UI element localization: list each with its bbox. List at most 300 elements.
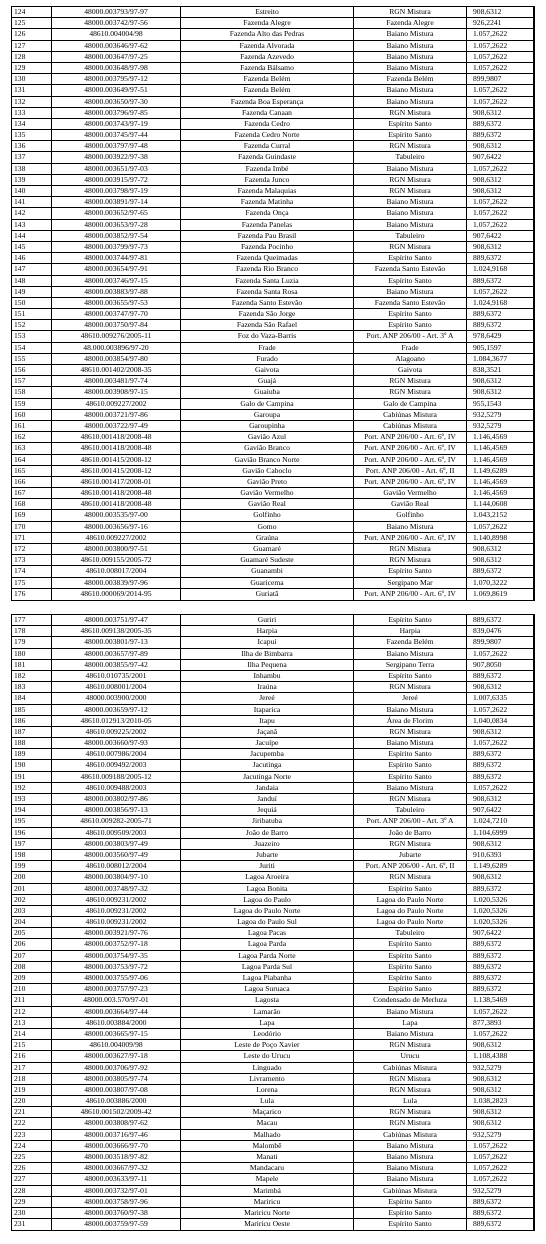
process-number-cell: 48000.003796/97-85 [52, 108, 181, 118]
field-name-cell: Juriti [181, 861, 354, 871]
reference-oil-cell: Espírito Santo [354, 566, 467, 576]
row-number-cell: 128 [12, 52, 52, 62]
field-name-cell: Fazenda Alvorada [181, 41, 354, 51]
row-number-cell: 230 [12, 1208, 52, 1218]
table-row [12, 693, 533, 704]
process-number-cell: 48000.003900/2000 [52, 693, 181, 703]
price-value-cell: 889,6372 [473, 118, 502, 128]
reference-oil-cell: Espírito Santo [354, 615, 467, 625]
price-value-cell: 1.057,2622 [473, 208, 508, 218]
process-number-cell: 48000.003755/97-06 [52, 973, 181, 983]
row-number-cell: 148 [12, 276, 52, 286]
reference-oil-cell: RGN Mistura [354, 141, 467, 151]
field-name-cell: Foz do Vaza-Barris [181, 331, 354, 341]
table-row [12, 749, 533, 760]
price-value-cell: 889,6372 [473, 566, 502, 576]
row-number-cell: 146 [12, 253, 52, 263]
reference-oil-cell: RGN Mistura [354, 1074, 467, 1084]
field-name-cell: Leste do Urucu [181, 1051, 354, 1061]
reference-oil-cell: RGN Mistura [354, 555, 467, 565]
table-row [12, 884, 533, 895]
price-value-cell: 1.146,4569 [473, 432, 508, 442]
process-number-cell: 48000.003856/97-13 [52, 805, 181, 815]
field-name-cell: Lagoa Bonita [181, 884, 354, 894]
row-number-cell: 207 [12, 951, 52, 961]
reference-oil-cell: Espírito Santo [354, 760, 467, 770]
field-name-cell: Guanambi [181, 566, 354, 576]
process-number-cell: 48000.003651/97-03 [52, 164, 181, 174]
field-name-cell: Jubarte [181, 850, 354, 860]
reference-oil-cell: Port. ANP 206/00 - Art. 3º A [354, 816, 467, 826]
table-row [12, 1074, 533, 1085]
field-name-cell: Graúna [181, 533, 354, 543]
reference-oil-cell: Baiano Mistura [354, 287, 467, 297]
table-row [12, 522, 533, 533]
price-value-cell: 907,6422 [473, 152, 502, 162]
field-name-cell: Golfinho [181, 510, 354, 520]
price-value-cell: 1.138,5469 [473, 995, 508, 1005]
field-name-cell: Juazeiro [181, 839, 354, 849]
table-row [12, 63, 533, 74]
field-name-cell: Lapa [181, 1018, 354, 1028]
row-number-cell: 191 [12, 772, 52, 782]
reference-oil-cell: Baiano Mistura [354, 208, 467, 218]
row-number-cell: 168 [12, 499, 52, 509]
process-number-cell: 48000.003808/97-62 [52, 1118, 181, 1128]
price-value-cell: 908,6312 [473, 794, 502, 803]
row-number-cell: 212 [12, 1007, 52, 1017]
price-value-cell: 889,6372 [473, 984, 502, 994]
reference-oil-cell: RGN Mistura [354, 242, 467, 252]
price-value-cell: 1.146,4569 [473, 454, 508, 464]
field-name-cell: Fazenda São Rafael [181, 320, 354, 330]
price-value-cell: 889,6372 [473, 253, 502, 263]
row-number-cell: 188 [12, 738, 52, 748]
price-value-cell: 908,6312 [473, 1084, 502, 1094]
row-number-cell: 137 [12, 152, 52, 162]
table-row [12, 7, 533, 18]
field-name-cell: Iraúna [181, 682, 354, 692]
process-number-cell: 48000.003891/97-14 [52, 197, 181, 207]
field-name-cell: Gavião Azul [181, 432, 354, 442]
field-name-cell: Jiribatuba [181, 816, 354, 826]
price-value-cell: 908,6312 [473, 1107, 502, 1117]
process-number-cell: 48000.003660/97-93 [52, 738, 181, 748]
price-value-cell: 978,6429 [473, 331, 502, 341]
price-value-cell: 908,6312 [473, 186, 502, 195]
reference-oil-cell: Fazenda Belém [354, 74, 467, 84]
price-value-cell: 1.057,2622 [473, 704, 508, 714]
row-number-cell: 152 [12, 320, 52, 330]
field-name-cell: Fazenda Cedro [181, 119, 354, 129]
field-name-cell: Fazenda Alegre [181, 18, 354, 28]
reference-oil-cell: RGN Mistura [354, 1085, 467, 1095]
process-number-cell: 48000.003481/97-74 [52, 376, 181, 386]
price-value-cell: 1.057,2622 [473, 40, 508, 50]
price-value-cell: 1.020,5326 [473, 917, 508, 927]
table-row [12, 533, 533, 544]
reference-oil-cell: RGN Mistura [354, 387, 467, 397]
table-row [12, 1085, 533, 1096]
field-name-cell: Fazenda Guindaste [181, 152, 354, 162]
process-number-cell: 48000.003758/97-96 [52, 1197, 181, 1207]
table-row [12, 637, 533, 648]
table-row [12, 1174, 533, 1185]
reference-oil-cell: RGN Mistura [354, 1118, 467, 1128]
field-name-cell: Jacutinga Norte [181, 772, 354, 782]
price-value-cell: 1.057,2622 [473, 163, 508, 173]
process-number-cell: 48000.003803/97-49 [52, 839, 181, 849]
table-row [12, 727, 533, 738]
field-name-cell: Gavião Caboclo [181, 466, 354, 476]
process-number-cell: 48610.001415/2008-12 [52, 455, 181, 465]
reference-oil-cell: Lula [354, 1096, 467, 1106]
reference-oil-cell: Espírito Santo [354, 119, 467, 129]
reference-oil-cell: Baiano Mistura [354, 522, 467, 532]
row-number-cell: 214 [12, 1029, 52, 1039]
price-value-cell: 908,6312 [473, 174, 502, 184]
process-number-cell: 48610.009225/2002 [52, 727, 181, 737]
price-value-cell: 889,6372 [473, 939, 502, 949]
reference-oil-cell: Baiano Mistura [354, 52, 467, 62]
row-number-cell: 223 [12, 1130, 52, 1140]
price-value-cell: 889,6372 [473, 760, 502, 770]
table-row [12, 1040, 533, 1051]
field-name-cell: Lagoa Aroeira [181, 872, 354, 882]
table-row [12, 152, 533, 163]
table-row [12, 365, 533, 376]
table-row [12, 917, 533, 928]
reference-oil-cell: Baiano Mistura [354, 1152, 467, 1162]
price-value-cell: 889,6372 [473, 309, 502, 319]
row-number-cell: 136 [12, 141, 52, 151]
table-row [12, 130, 533, 141]
reference-oil-cell: Baiano Mistura [354, 63, 467, 73]
table-row [12, 872, 533, 883]
row-number-cell: 157 [12, 376, 52, 386]
table-row [12, 421, 533, 432]
field-name-cell: Maçarico [181, 1107, 354, 1117]
price-value-cell: 1.020,5326 [473, 894, 508, 904]
process-number-cell: 48000.003647/97-25 [52, 52, 181, 62]
row-number-cell: 171 [12, 533, 52, 543]
field-name-cell: Itapu [181, 716, 354, 726]
price-value-cell: 1.057,2622 [473, 648, 508, 658]
reference-oil-cell: Baiano Mistura [354, 1163, 467, 1173]
field-name-cell: Frade [181, 343, 354, 353]
price-value-cell: 1.057,2622 [473, 1006, 508, 1016]
reference-oil-cell: Baiano Mistura [354, 164, 467, 174]
row-number-cell: 196 [12, 828, 52, 838]
table-row [12, 649, 533, 660]
row-number-cell: 179 [12, 637, 52, 647]
table-row [12, 973, 533, 984]
table-row [12, 995, 533, 1006]
process-number-cell: 48000.003560/97-49 [52, 850, 181, 860]
reference-oil-cell: Espírito Santo [354, 276, 467, 286]
table-row [12, 52, 533, 63]
field-name-cell: Linguado [181, 1063, 354, 1073]
row-number-cell: 206 [12, 939, 52, 949]
price-value-cell: 1.057,2622 [473, 219, 508, 229]
reference-oil-cell: Urucu [354, 1051, 467, 1061]
field-name-cell: Fazenda Boa Esperança [181, 97, 354, 107]
row-number-cell: 167 [12, 488, 52, 498]
row-number-cell: 184 [12, 693, 52, 703]
process-number-cell: 48000.003627/97-18 [52, 1051, 181, 1061]
process-number-cell: 48610.001502/2009-42 [52, 1107, 181, 1117]
row-number-cell: 173 [12, 555, 52, 565]
field-name-cell: Fazenda Pau Brasil [181, 231, 354, 241]
reference-oil-cell: Fazenda Santo Estevão [354, 264, 467, 274]
row-number-cell: 225 [12, 1152, 52, 1162]
process-number-cell: 48610.004004/98 [52, 29, 181, 39]
price-value-cell: 889,6372 [473, 883, 502, 893]
table-row [12, 41, 533, 52]
table-row [12, 197, 533, 208]
field-name-cell: Icapuí [181, 637, 354, 647]
row-number-cell: 134 [12, 119, 52, 129]
field-name-cell: Garoupinha [181, 421, 354, 431]
reference-oil-cell: Port. ANP 206/00 - Art. 6º, II [354, 861, 467, 871]
table-top [11, 6, 535, 601]
reference-oil-cell: Espírito Santo [354, 749, 467, 759]
price-value-cell: 908,6312 [473, 1040, 502, 1050]
field-name-cell: Furado [181, 354, 354, 364]
reference-oil-cell: Port. ANP 206/00 - Art. 6º, IV [354, 477, 467, 487]
row-number-cell: 142 [12, 208, 52, 218]
field-name-cell: Malhado [181, 1130, 354, 1140]
process-number-cell: 48000.003747/97-70 [52, 309, 181, 319]
price-value-cell: 908,6312 [473, 7, 502, 16]
price-value-cell: 889,6372 [473, 1196, 502, 1206]
process-number-cell: 48610.009492/2003 [52, 760, 181, 770]
table-row [12, 1096, 533, 1107]
price-value-cell: 1.057,2622 [473, 1140, 508, 1150]
price-value-cell: 908,6312 [473, 241, 502, 251]
field-name-cell: Gavião Branco Norte [181, 455, 354, 465]
row-number-cell: 124 [12, 7, 52, 17]
process-number-cell: 48000.003518/97-82 [52, 1152, 181, 1162]
process-number-cell: 48610.009155/2005-72 [52, 555, 181, 565]
field-name-cell: Guamaré Sudeste [181, 555, 354, 565]
table-row [12, 354, 533, 365]
row-number-cell: 220 [12, 1096, 52, 1106]
field-name-cell: Fazenda Belém [181, 74, 354, 84]
process-number-cell: 48000.003748/97-32 [52, 884, 181, 894]
field-name-cell: Ilha Pequena [181, 660, 354, 670]
table-row [12, 141, 533, 152]
table-row [12, 18, 533, 29]
field-name-cell: Lagoa Suruaca [181, 984, 354, 994]
price-value-cell: 908,6312 [473, 1073, 502, 1083]
table-row [12, 705, 533, 716]
process-number-cell: 48000.003883/97-88 [52, 287, 181, 297]
price-value-cell: 932,5279 [473, 1129, 502, 1139]
field-name-cell: Mandacaru [181, 1163, 354, 1173]
process-number-cell: 48000.003757/97-23 [52, 984, 181, 994]
reference-oil-cell: Condensado de Merluza [354, 995, 467, 1005]
field-name-cell: Harpia [181, 626, 354, 636]
row-number-cell: 147 [12, 264, 52, 274]
process-number-cell: 48000.003855/97-42 [52, 660, 181, 670]
reference-oil-cell: RGN Mistura [354, 727, 467, 737]
reference-oil-cell: Baiano Mistura [354, 1174, 467, 1184]
reference-oil-cell: Golfinho [354, 510, 467, 520]
price-value-cell: 899,9807 [473, 74, 502, 84]
reference-oil-cell: Port. ANP 206/00 - Art. 6º, IV [354, 533, 467, 543]
row-number-cell: 165 [12, 466, 52, 476]
reference-oil-cell: RGN Mistura [354, 175, 467, 185]
reference-oil-cell: Espírito Santo [354, 130, 467, 140]
process-number-cell: 48000.003706/97-92 [52, 1063, 181, 1073]
price-value-cell: 889,6372 [473, 973, 502, 982]
price-value-cell: 1.020,5326 [473, 905, 508, 915]
row-number-cell: 217 [12, 1063, 52, 1073]
field-name-cell: Fazenda São Jorge [181, 309, 354, 319]
process-number-cell: 48000.003801/97-13 [52, 637, 181, 647]
row-number-cell: 221 [12, 1107, 52, 1117]
field-name-cell: Mariricu Norte [181, 1208, 354, 1218]
row-number-cell: 138 [12, 164, 52, 174]
price-value-cell: 1.057,2622 [473, 62, 508, 72]
process-number-cell: 48000.003915/97-72 [52, 175, 181, 185]
field-name-cell: Marimbá [181, 1186, 354, 1196]
process-number-cell: 48000.003804/97-10 [52, 872, 181, 882]
reference-oil-cell: Espírito Santo [354, 951, 467, 961]
table-row [12, 615, 533, 626]
price-value-cell: 1.057,2622 [473, 85, 508, 95]
row-number-cell: 209 [12, 973, 52, 983]
table-row [12, 276, 533, 287]
field-name-cell: Jacupemba [181, 749, 354, 759]
reference-oil-cell: Baiano Mistura [354, 705, 467, 715]
price-value-cell: 1.084,3677 [473, 353, 508, 363]
table-row [12, 320, 533, 331]
field-name-cell: Fazenda Alto das Pedras [181, 29, 354, 39]
price-value-cell: 899,9807 [473, 637, 502, 647]
reference-oil-cell: Baiano Mistura [354, 41, 467, 51]
table-row [12, 738, 533, 749]
reference-oil-cell: RGN Mistura [354, 544, 467, 554]
reference-oil-cell: Port. ANP 206/00 - Art. 6º, IV [354, 589, 467, 600]
process-number-cell: 48610.007986/2004 [52, 749, 181, 759]
row-number-cell: 162 [12, 432, 52, 442]
reference-oil-cell: RGN Mistura [354, 376, 467, 386]
process-number-cell: 48610.001418/2008-48 [52, 488, 181, 498]
process-number-cell: 48000.003921/97-76 [52, 928, 181, 938]
reference-oil-cell: Espírito Santo [354, 1219, 467, 1230]
process-number-cell: 48000.003648/97-98 [52, 63, 181, 73]
field-name-cell: Inhambu [181, 671, 354, 681]
row-number-cell: 151 [12, 309, 52, 319]
price-value-cell: 839,0476 [473, 626, 502, 636]
table-row [12, 716, 533, 727]
price-value-cell: 907,8050 [473, 659, 502, 669]
price-value-cell: 889,6372 [473, 670, 502, 680]
table-row [12, 794, 533, 805]
reference-oil-cell: Cabiúnas Mistura [354, 410, 467, 420]
process-number-cell: 48000.003908/97-15 [52, 387, 181, 397]
process-number-cell: 48610.009227/2002 [52, 399, 181, 409]
field-name-cell: Gavião Branco [181, 443, 354, 453]
table-row [12, 410, 533, 421]
price-value-cell: 1.057,2622 [473, 1028, 508, 1038]
row-number-cell: 159 [12, 399, 52, 409]
reference-oil-cell: RGN Mistura [354, 682, 467, 692]
process-number-cell: 48000.003795/97-12 [52, 74, 181, 84]
price-value-cell: 1.057,2622 [473, 29, 508, 39]
process-number-cell: 48610.001415/2008-12 [52, 466, 181, 476]
field-name-cell: Leste de Poço Xavier [181, 1040, 354, 1050]
field-name-cell: Lagoa Piabanha [181, 973, 354, 983]
price-value-cell: 1.149,6289 [473, 861, 508, 871]
process-number-cell: 48000.003.570/97-01 [52, 995, 181, 1005]
field-name-cell: Jacuípe [181, 738, 354, 748]
field-name-cell: Guaricema [181, 578, 354, 588]
table-row [12, 1208, 533, 1219]
row-number-cell: 141 [12, 197, 52, 207]
price-value-cell: 926,2241 [473, 18, 502, 28]
field-name-cell: Estreito [181, 7, 354, 17]
price-value-cell: 932,5279 [473, 1062, 502, 1072]
price-value-cell: 1.043,2152 [473, 510, 508, 520]
field-name-cell: Lagosta [181, 995, 354, 1005]
price-value-cell: 1.024,9168 [473, 264, 508, 274]
field-name-cell: Lorena [181, 1085, 354, 1095]
field-name-cell: Gaivota [181, 365, 354, 375]
table-row [12, 85, 533, 96]
process-number-cell: 48610.009276/2005-11 [52, 331, 181, 341]
price-value-cell: 889,6372 [473, 1219, 502, 1229]
reference-oil-cell: Sergipano Mar [354, 578, 467, 588]
process-number-cell: 48610.009138/2005-35 [52, 626, 181, 636]
row-number-cell: 203 [12, 906, 52, 916]
process-number-cell: 48000.003667/97-32 [52, 1163, 181, 1173]
field-name-cell: Fazenda Canaan [181, 108, 354, 118]
reference-oil-cell: Cabiúnas Mistura [354, 1130, 467, 1140]
row-number-cell: 183 [12, 682, 52, 692]
field-name-cell: Gavião Real [181, 499, 354, 509]
price-value-cell: 932,5279 [473, 409, 502, 419]
row-number-cell: 154 [12, 343, 52, 353]
reference-oil-cell: Sergipano Terra [354, 660, 467, 670]
table-row [12, 1007, 533, 1018]
reference-oil-cell: Espírito Santo [354, 309, 467, 319]
reference-oil-cell: RGN Mistura [354, 1040, 467, 1050]
table-row [12, 850, 533, 861]
reference-oil-cell: RGN Mistura [354, 872, 467, 882]
process-number-cell: 48610.009231/2002 [52, 917, 181, 927]
process-number-cell: 48000.003759/97-59 [52, 1219, 181, 1230]
table-row [12, 660, 533, 671]
row-number-cell: 193 [12, 794, 52, 804]
price-value-cell: 1.057,2622 [473, 51, 508, 61]
table-bottom [11, 614, 535, 1231]
table-row [12, 839, 533, 850]
table-row [12, 1163, 533, 1174]
field-name-cell: Gavião Preto [181, 477, 354, 487]
row-number-cell: 130 [12, 74, 52, 84]
price-value-cell: 1.144,0608 [473, 499, 508, 509]
field-name-cell: Lagoa do Paulo Norte [181, 906, 354, 916]
price-value-cell: 889,6372 [473, 771, 502, 781]
process-number-cell: 48000.003802/97-86 [52, 794, 181, 804]
process-number-cell: 48610.010735/2001 [52, 671, 181, 681]
reference-oil-cell: Frade [354, 343, 467, 353]
price-value-cell: 1.057,2622 [473, 286, 508, 296]
row-number-cell: 170 [12, 522, 52, 532]
